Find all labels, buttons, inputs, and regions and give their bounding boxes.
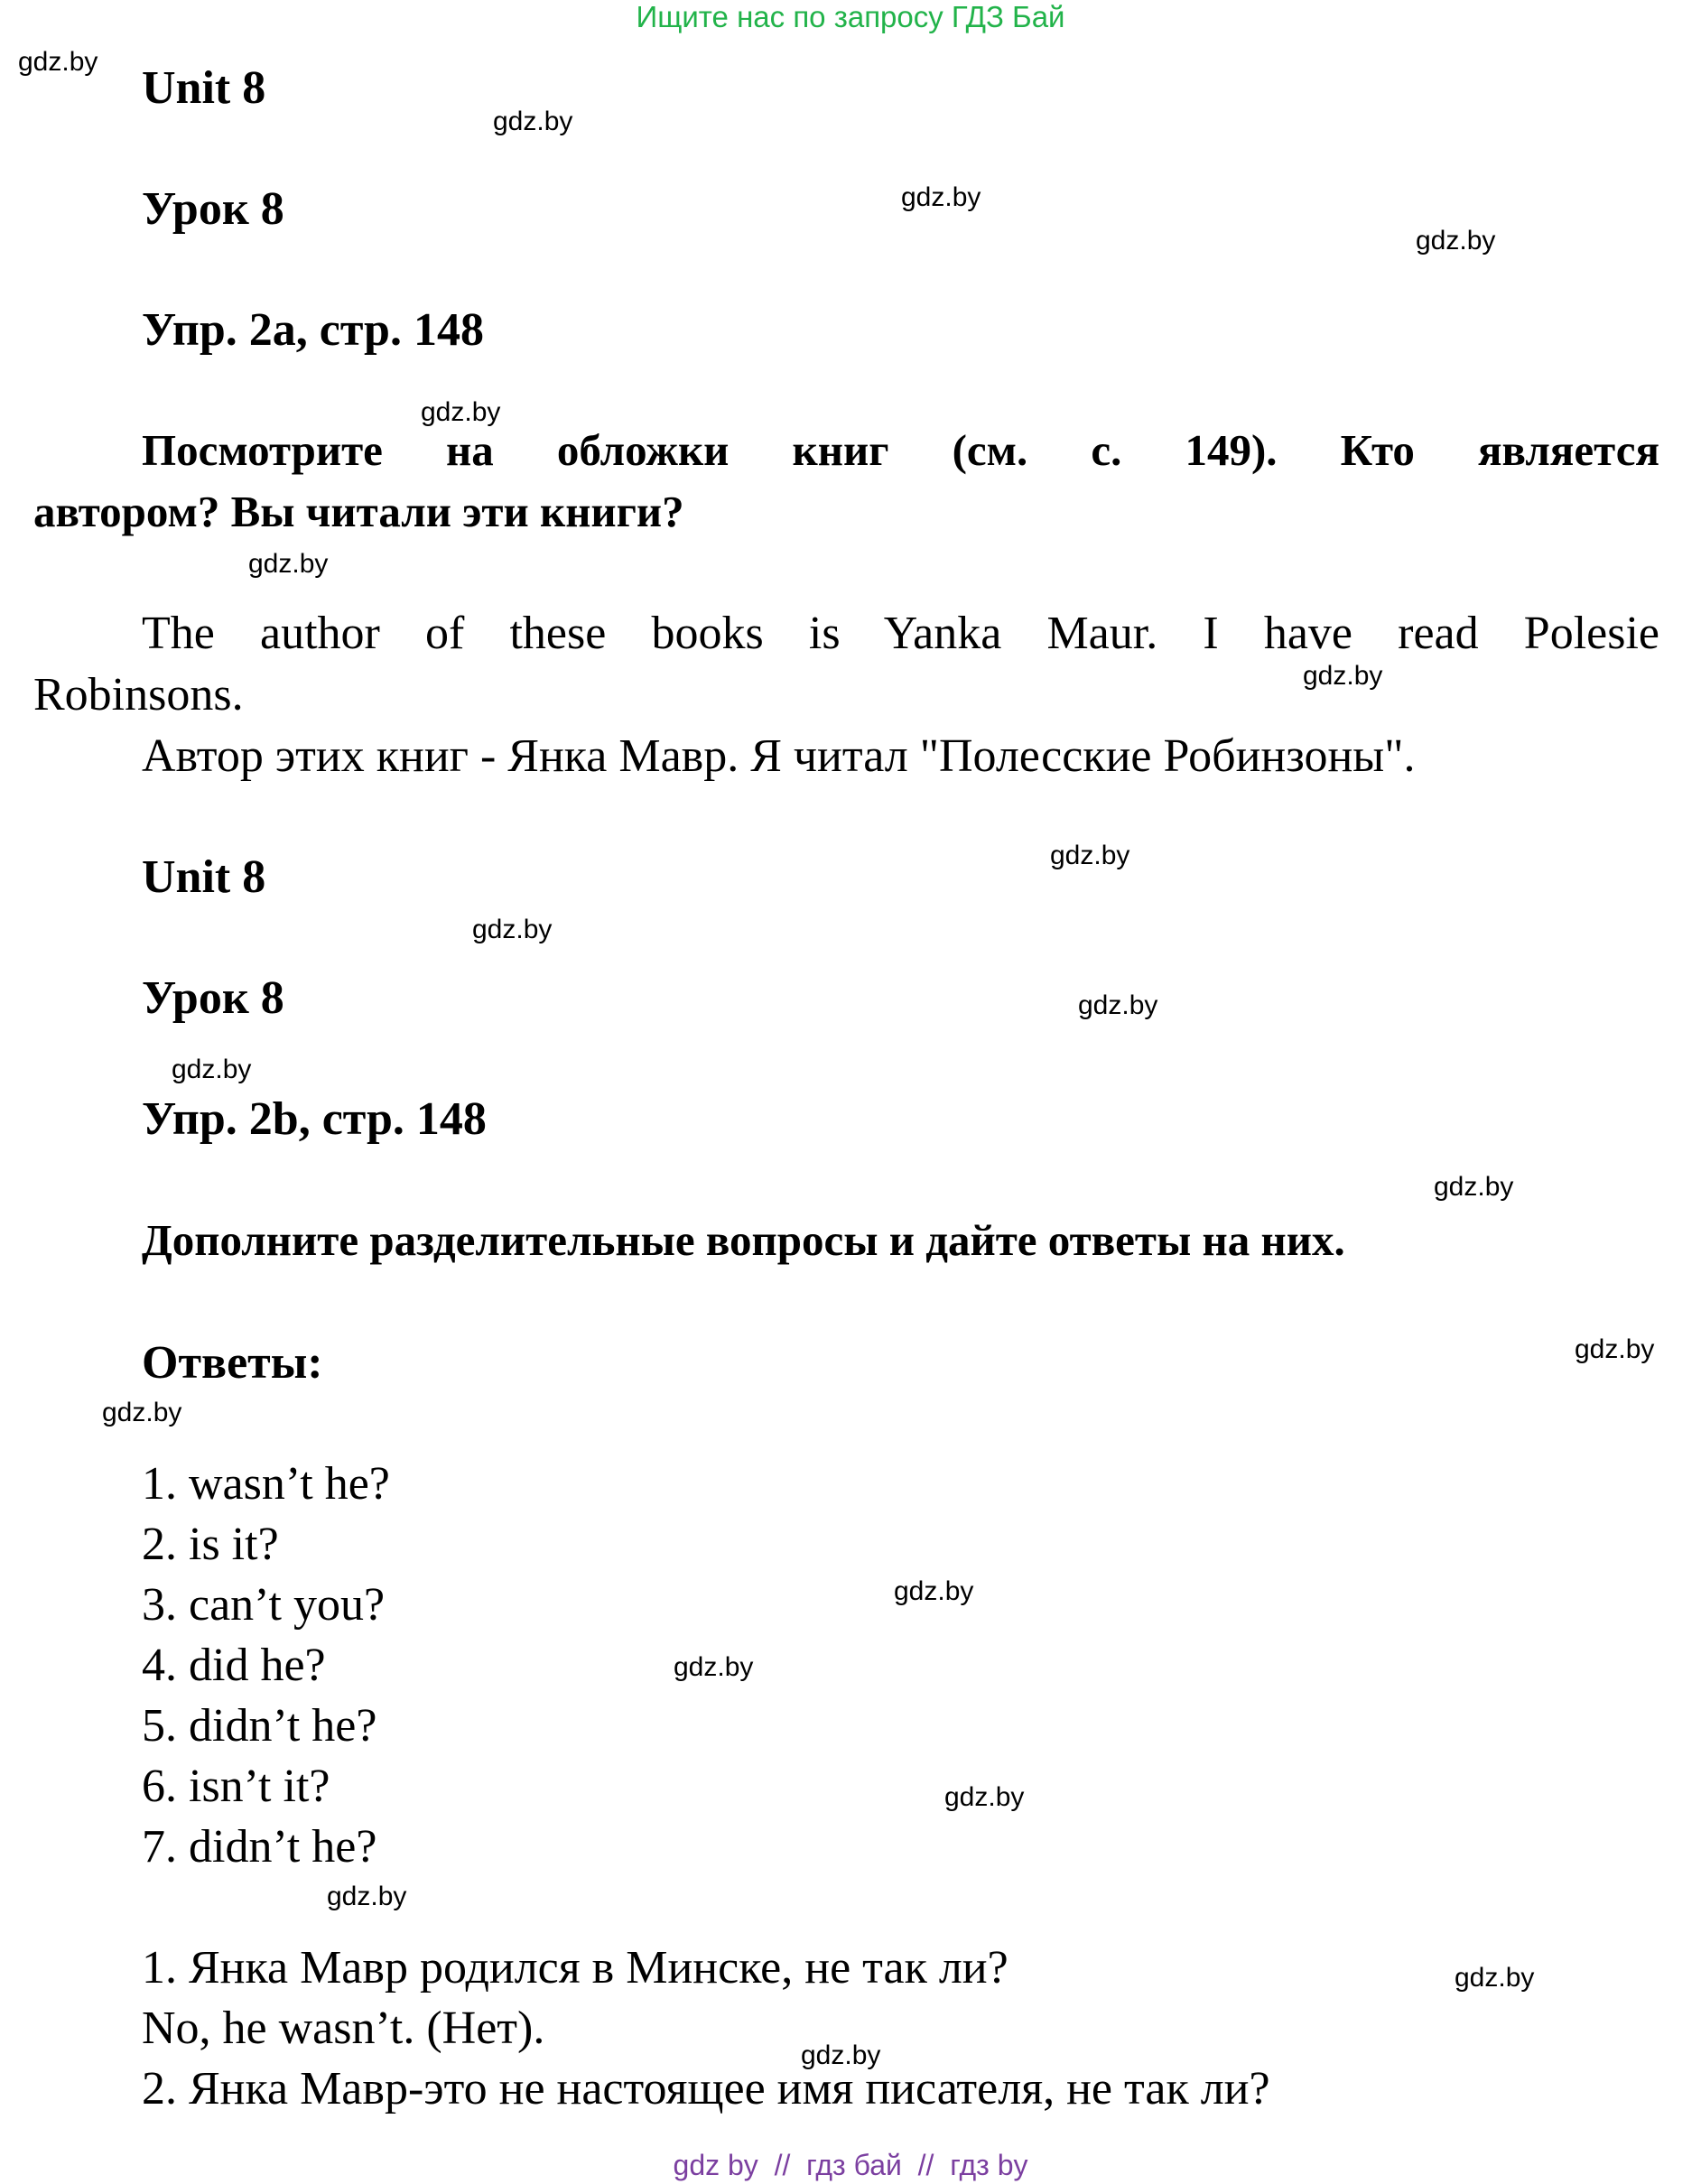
answer-item: 2. is it?: [142, 1519, 279, 1570]
answer-en-line2: Robinsons.: [33, 669, 244, 720]
bottom-banner[interactable]: gdz by // гдз бай // гдз by: [673, 2149, 1028, 2181]
answer-item: 5. didn’t he?: [142, 1700, 377, 1752]
task-text-1-line1: Посмотрите на обложки книг (см. с. 149). Кто является: [142, 425, 1659, 475]
watermark: gdz.by: [1575, 1334, 1655, 1364]
watermark: gdz.by: [472, 915, 553, 944]
answer-item: 1. wasn’t he?: [142, 1458, 390, 1510]
answer-item: 3. can’t you?: [142, 1579, 386, 1631]
lesson-heading-2: Урок 8: [142, 972, 284, 1024]
unit-heading-1: Unit 8: [142, 62, 266, 114]
unit-heading-2: Unit 8: [142, 851, 266, 903]
watermark: gdz.by: [1078, 990, 1158, 1020]
answer-item: 7. didn’t he?: [142, 1821, 377, 1873]
answer-ru: Автор этих книг - Янка Мавр. Я читал "Полесские Робинзоны".: [142, 730, 1416, 782]
watermark: gdz.by: [172, 1055, 252, 1084]
answer-en-line1: The author of these books is Yanka Maur. I have read Polesie: [142, 608, 1659, 659]
watermark: gdz.by: [18, 47, 98, 77]
task-text-1-line2: автором? Вы читали эти книги?: [33, 487, 684, 536]
answer-item: 4. did he?: [142, 1640, 326, 1691]
watermark: gdz.by: [1416, 226, 1496, 256]
qa-line: 2. Янка Мавр-это не настоящее имя писателя, не так ли?: [142, 2063, 1270, 2114]
watermark: gdz.by: [1455, 1963, 1535, 1993]
watermark: gdz.by: [493, 107, 573, 136]
task-text-2: Дополните разделительные вопросы и дайте ответы на них.: [142, 1215, 1345, 1265]
lesson-heading-1: Урок 8: [142, 183, 284, 235]
watermark: gdz.by: [944, 1782, 1025, 1812]
watermark: gdz.by: [901, 182, 981, 212]
watermark: gdz.by: [801, 2040, 881, 2070]
top-banner[interactable]: Ищите нас по запросу ГДЗ Бай: [636, 0, 1065, 33]
answer-item: 6. isn’t it?: [142, 1761, 330, 1812]
answers-heading: Ответы:: [142, 1337, 323, 1389]
watermark: gdz.by: [421, 397, 501, 427]
exercise-heading-1: Упр. 2a, стр. 148: [142, 304, 484, 356]
exercise-heading-2: Упр. 2b, стр. 148: [142, 1093, 487, 1145]
watermark: gdz.by: [1050, 841, 1130, 870]
watermark: gdz.by: [1303, 661, 1383, 691]
watermark: gdz.by: [674, 1652, 754, 1682]
watermark: gdz.by: [248, 549, 329, 579]
qa-line: No, he wasn’t. (Нет).: [142, 2003, 545, 2054]
watermark: gdz.by: [327, 1882, 407, 1911]
watermark: gdz.by: [1434, 1172, 1514, 1202]
watermark: gdz.by: [894, 1576, 974, 1606]
watermark: gdz.by: [102, 1398, 182, 1427]
qa-line: 1. Янка Мавр родился в Минске, не так ли?: [142, 1942, 1009, 1993]
